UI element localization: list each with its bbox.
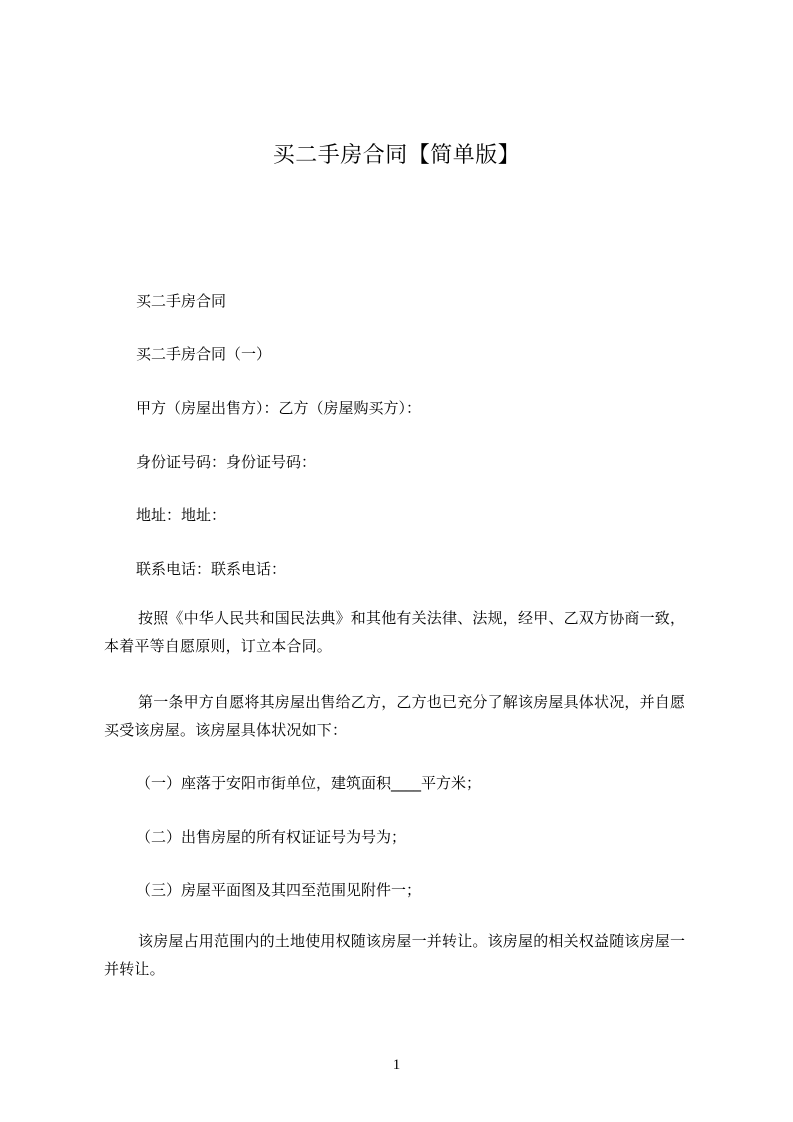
page-number: 1 [392,1057,401,1073]
land-use-paragraph: 该房屋占用范围内的土地使用权随该房屋一并转让。该房屋的相关权益随该房屋一并转让。 [104,932,686,978]
contract-heading: 买二手房合同 [136,292,227,310]
item-three: （三）房屋平面图及其四至范围见附件一； [136,881,422,899]
parties-line: 甲方（房屋出售方）：乙方（房屋购买方）： [136,399,422,417]
basis-paragraph: 按照《中华人民共和国民法典》和其他有关法律、法规，经甲、乙双方协商一致，本着平等自愿原则，订立本合同。 [104,609,686,655]
address-line: 地址：地址： [136,506,227,524]
item-one: （一）座落于安阳市街单位，建筑面积____平方米； [136,774,482,792]
item-two: （二）出售房屋的所有权证证号为号为； [136,828,407,846]
document-title: 买二手房合同【简单版】 [272,143,521,168]
contract-subheading: 买二手房合同（一） [136,345,272,363]
article-one-paragraph: 第一条甲方自愿将其房屋出售给乙方，乙方也已充分了解该房屋具体状况，并自愿买受该房屋。该房屋具体状况如下： [104,693,686,739]
phone-line: 联系电话：联系电话： [136,560,287,578]
id-number-line: 身份证号码：身份证号码： [136,453,317,471]
